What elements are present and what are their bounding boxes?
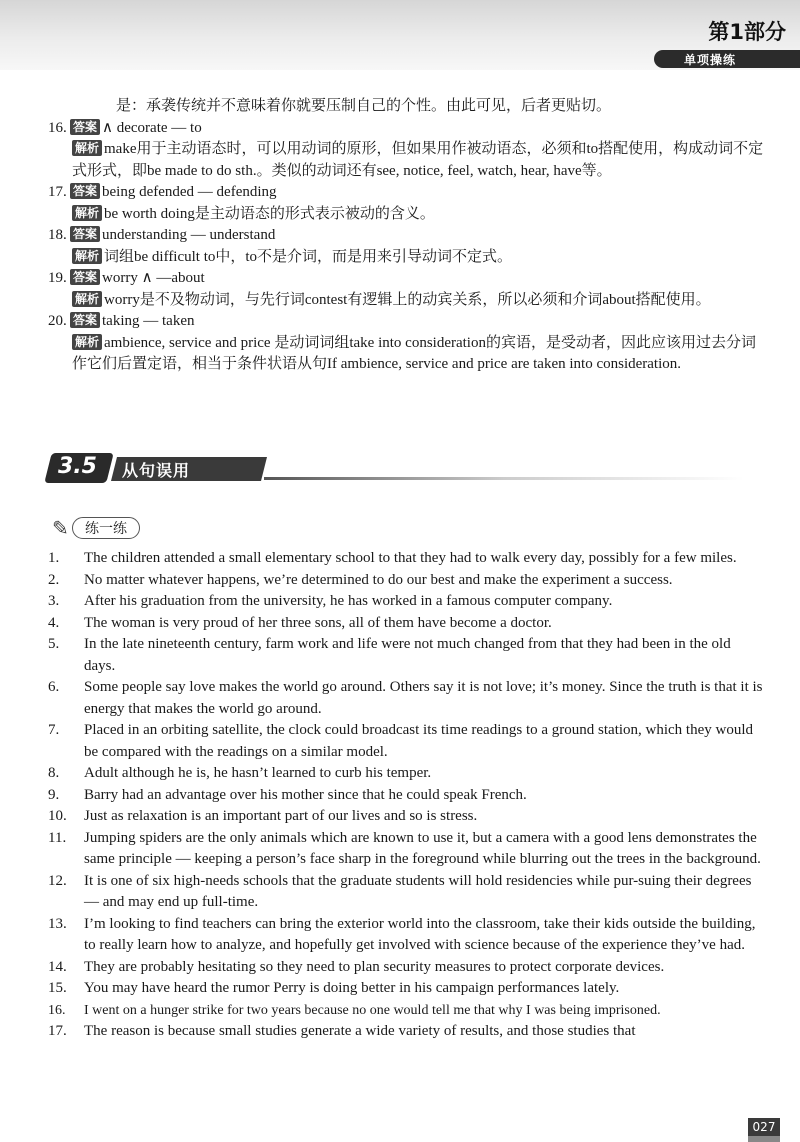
page-header	[0, 0, 800, 70]
pencil-icon: ✎	[52, 518, 69, 540]
practice-label: 练一练	[72, 517, 140, 539]
answer-tag: 答案	[70, 226, 100, 242]
explanation-tag: 解析	[72, 140, 102, 156]
answer-item-18: 18. 答案 understanding — understand	[48, 227, 276, 243]
answer-item-17: 17. 答案 being defended — defending	[48, 184, 277, 200]
answers-block	[48, 96, 764, 376]
answer-item-20: 20. 答案 taking — taken	[48, 313, 195, 329]
question-list	[48, 548, 764, 1043]
question-item: 15. You may have heard the rumor Perry is doing better in his campaign performances lately.	[48, 980, 620, 996]
answer-tag: 答案	[70, 312, 100, 328]
question-item: 13. I’m looking to find teachers can bring the exterior world into the classroom, take their kids outside the building, to really learn how to analyze, and hopefully get involved with science because of the experience they’ve had.	[48, 915, 756, 953]
explanation-tag: 解析	[72, 291, 102, 307]
question-item: 2. No matter whatever happens, we’re determined to do our best and make the experiment a success.	[48, 571, 673, 588]
question-item: 11. Jumping spiders are the only animals which are known to use it, but a camera with a good lens demonstrates the same principle — keeping a person’s face sharp in the foreground while blurring out the trees in the background.	[48, 829, 761, 867]
explanation-16: 解析 make用于主动语态时，可以用动词的原形，但如果用作被动语态，必须和to搭配使用，构成动词不定式形式，即be made to do sth.。类似的动词还有see, notice, feel, watch, hear, have等。	[72, 141, 764, 179]
answer-tag: 答案	[70, 119, 100, 135]
question-item: 6. Some people say love makes the world go around. Others say it is not love; it’s money. Since the truth is that it is energy that makes the world go around.	[48, 679, 763, 717]
question-item: 4. The woman is very proud of her three sons, all of them have become a doctor.	[48, 614, 552, 631]
question-item: 9. Barry had an advantage over his mother since that he could speak French.	[48, 786, 527, 803]
question-item: 12. It is one of six high-needs schools that the graduate students will hold residencies while pur-suing their degrees — and may end up full-time.	[48, 872, 752, 910]
question-item: 14. They are probably hesitating so they need to plan security measures to protect corporate devices.	[48, 958, 665, 975]
section-heading	[48, 451, 768, 487]
answer-tag: 答案	[70, 183, 100, 199]
question-item: 7. Placed in an orbiting satellite, the clock could broadcast its time readings to a ground station, which they would be compared with the readings on a similar model.	[48, 722, 754, 760]
explanation-19: 解析 worry是不及物动词，与先行词contest有逻辑上的动宾关系，所以必须和介词about搭配使用。	[48, 290, 764, 312]
page-number-base	[748, 1136, 780, 1142]
question-item: 8. Adult although he is, he hasn’t learned to curb his temper.	[48, 765, 432, 781]
page-number: 027	[748, 1118, 780, 1136]
answer-tag: 答案	[70, 269, 100, 285]
question-item: 5. In the late nineteenth century, farm work and life were not much changed from that they had been in the old days.	[48, 636, 731, 674]
answer-item-16: 16. 答案 ∧ decorate — to	[48, 119, 202, 136]
question-item: 16. I went on a hunger strike for two years because no one would tell me that why I was being imprisoned.	[48, 1002, 661, 1018]
answer-continuation: 是：承袭传统并不意味着你就要压制自己的个性。由此可见，后者更贴切。	[116, 98, 612, 114]
question-item: 3. After his graduation from the university, he has worked in a famous computer company.	[48, 593, 613, 609]
part-title: 第1部分	[708, 20, 786, 44]
question-item: 10. Just as relaxation is an important part of our lives and so is stress.	[48, 808, 478, 824]
section-rule	[264, 477, 744, 480]
section-number: 3.5	[58, 454, 97, 479]
question-item: 17. The reason is because small studies generate a wide variety of results, and those studies that	[48, 1023, 636, 1039]
explanation-tag: 解析	[72, 248, 102, 264]
question-item: 1. The children attended a small elementary school to that they had to walk every day, possibly for a few miles.	[48, 550, 737, 566]
section-title: 从句误用	[122, 461, 191, 480]
explanation-tag: 解析	[72, 205, 102, 221]
explanation-tag: 解析	[72, 334, 102, 350]
explanation-20: 解析 ambience, service and price 是动词词组take into consideration的宾语，是受动者，因此应该用过去分词作它们后置定语，相当于条件状语从句If ambience, service and price are taken into consideration.	[72, 334, 756, 372]
explanation-18: 解析 词组be difficult to中，to不是介词，而是用来引导动词不定式。	[48, 247, 764, 269]
answer-item-19: 19. 答案 worry ∧ —about	[48, 270, 205, 286]
explanation-17: 解析 be worth doing是主动语态的形式表示被动的含义。	[48, 204, 764, 226]
section-subtitle: 单项操练	[684, 53, 737, 67]
